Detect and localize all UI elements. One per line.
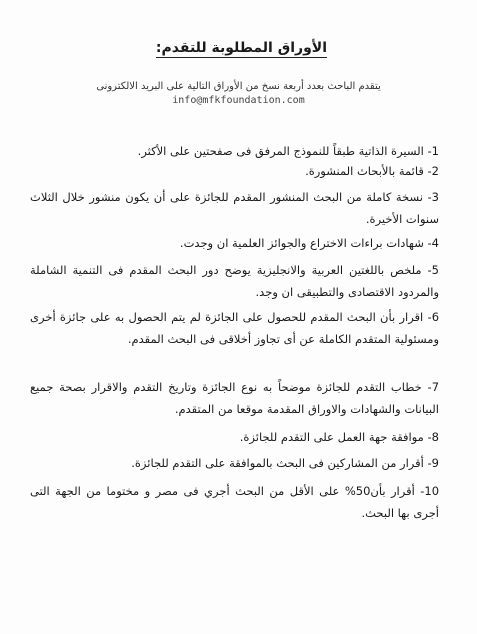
item-number: 8- [427, 430, 439, 444]
list-item [30, 186, 439, 230]
item-text: موافقة جهة العمل على التقدم للجائزة. [239, 430, 424, 444]
list-item [30, 259, 439, 303]
page-title: الأوراق المطلوبة للتقدم: [155, 40, 327, 56]
item-text: نسخة كاملة من البحث المنشور المقدم للجائزة على أن يكون منشور خلال الثلاث سنوات الأخيرة. [30, 190, 439, 226]
item-number: 6- [427, 310, 440, 324]
item-text: خطاب التقدم للجائزة موضحاً به نوع الجائزة وتاريخ التقدم والاقرار بصحة جميع البيانات والشهادات والاوراق المقدمة موقعا من المتقدم. [30, 380, 439, 416]
intro-text: يتقدم الباحث بعدد أربعة نسخ من الأوراق التالية على البريد الالكترونى [96, 81, 381, 92]
item-text: قائمة بالأبحاث المنشورة. [305, 164, 424, 178]
list-item [30, 232, 439, 254]
item-text: اقرار بأن البحث المقدم للحصول على الجائزة لم يتم الحصول به على جائزة أخرى ومسئولية المتقدم الكاملة عن أى تجاوز أخلاقى فى البحث المقدم. [30, 310, 439, 346]
list-item [30, 480, 439, 524]
item-text: شهادات براءات الاختراع والجوائز العلمية ان وجدت. [179, 236, 424, 250]
list-item [30, 376, 439, 420]
item-number: 1- [427, 144, 439, 158]
item-text: أقرار من المشاركين فى البحث بالموافقة على التقدم للجائزة. [131, 456, 424, 470]
list-item [30, 452, 439, 474]
item-text: أقرار بأن50% على الأقل من البحث أجري فى مصر و مختوما من الجهة التى أجرى بها البحث. [30, 484, 439, 520]
item-number: 5- [427, 263, 439, 277]
item-number: 9- [427, 456, 439, 470]
item-number: 2- [427, 164, 439, 178]
item-text: ملخص باللغتين العربية والانجليزية يوضح دور البحث المقدم فى التنمية الشاملة والمردود الاقتصادى والتطبيقى ان وجد. [30, 263, 439, 299]
item-number: 10- [420, 484, 440, 498]
item-number: 7- [427, 380, 440, 394]
email-address: info@mfkfoundation.com [172, 95, 305, 106]
intro-paragraph [60, 80, 417, 108]
list-item [30, 426, 439, 448]
item-number: 3- [427, 190, 439, 204]
item-number: 4- [427, 236, 439, 250]
list-item [30, 140, 439, 162]
list-item [30, 160, 439, 182]
item-text: السيرة الذاتية طبقاً للنموذج المرفق فى صفحتين على الأكثر. [137, 144, 424, 158]
list-item [30, 306, 439, 350]
